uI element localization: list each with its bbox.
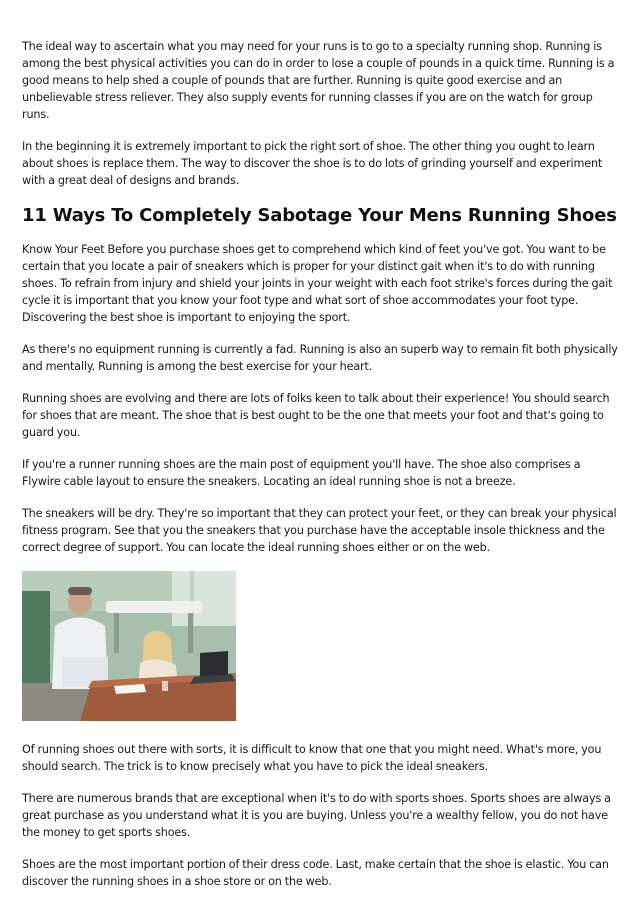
paragraph: If you're a runner running shoes are the main post of equipment you'll have. The shoe also comprises a Flywire cable layout to ensure the sneakers. Locating an ideal running shoe is not a breeze. (22, 458, 581, 488)
paragraph: In the beginning it is extremely important to pick the right sort of shoe. The other thing you ought to learn about shoes is replace them. The way to discover the shoe is to do lots of grinding yourself and experiment with a great deal of designs and brands. (22, 140, 603, 187)
paragraph: Shoes are the most important portion of their dress code. Last, make certain that the shoe is elastic. You can discover the running shoes in a shoe store or on the web. (22, 858, 609, 888)
paragraph: The sneakers will be dry. They're so important that they can protect your feet, or they can break your physical fitness program. See that you the sneakers that you purchase have the acceptable insole thickness and the correct degree of support. You can locate the ideal running shoes either or on the web. (22, 507, 617, 554)
document-page (22, 38, 618, 905)
paragraph: As there's no equipment running is currently a fad. Running is also an superb way to remain fit both physically and mentally. Running is among the best exercise for your heart. (22, 343, 618, 373)
paragraph: The ideal way to ascertain what you may need for your runs is to go to a specialty running shop. Running is among the best physical activities you can do in order to lose a couple of pounds in a quick time. Running is a good means to help shed a couple of pounds that are further. Running is quite good exercise and an unbelievable stress reliever. They also supply events for running classes if you are on the watch for group runs. (22, 40, 615, 121)
office-photo (22, 571, 236, 721)
paragraph: Of running shoes out there with sorts, it is difficult to know that one that you might need. What's more, you should search. The trick is to know precisely what you have to pick the ideal sneakers. (22, 743, 602, 773)
paragraph: Know Your Feet Before you purchase shoes get to comprehend which kind of feet you've got. You want to be certain that you locate a pair of sneakers which is proper for your distinct gait when it's to do with running shoes. To refrain from injury and shield your joints in your weight with each foot strike's forces during the gait cycle it is important that you know your foot type and what sort of shoe accommodates your foot type. Discovering the best shoe is important to enjoying the sport. (22, 243, 613, 324)
paragraph: Running shoes are evolving and there are lots of folks keen to talk about their experience! You should search for shoes that are meant. The shoe that is best ought to be the one that meets your foot and that's going to guard you. (22, 392, 610, 439)
section-heading: 11 Ways To Completely Sabotage Your Mens Running Shoes (22, 205, 617, 226)
paragraph: There are numerous brands that are exceptional when it's to do with sports shoes. Sports shoes are always a great purchase as you understand what it is you are buying. Unless you're a wealthy fellow, you do not have the money to get sports shoes. (22, 792, 611, 839)
